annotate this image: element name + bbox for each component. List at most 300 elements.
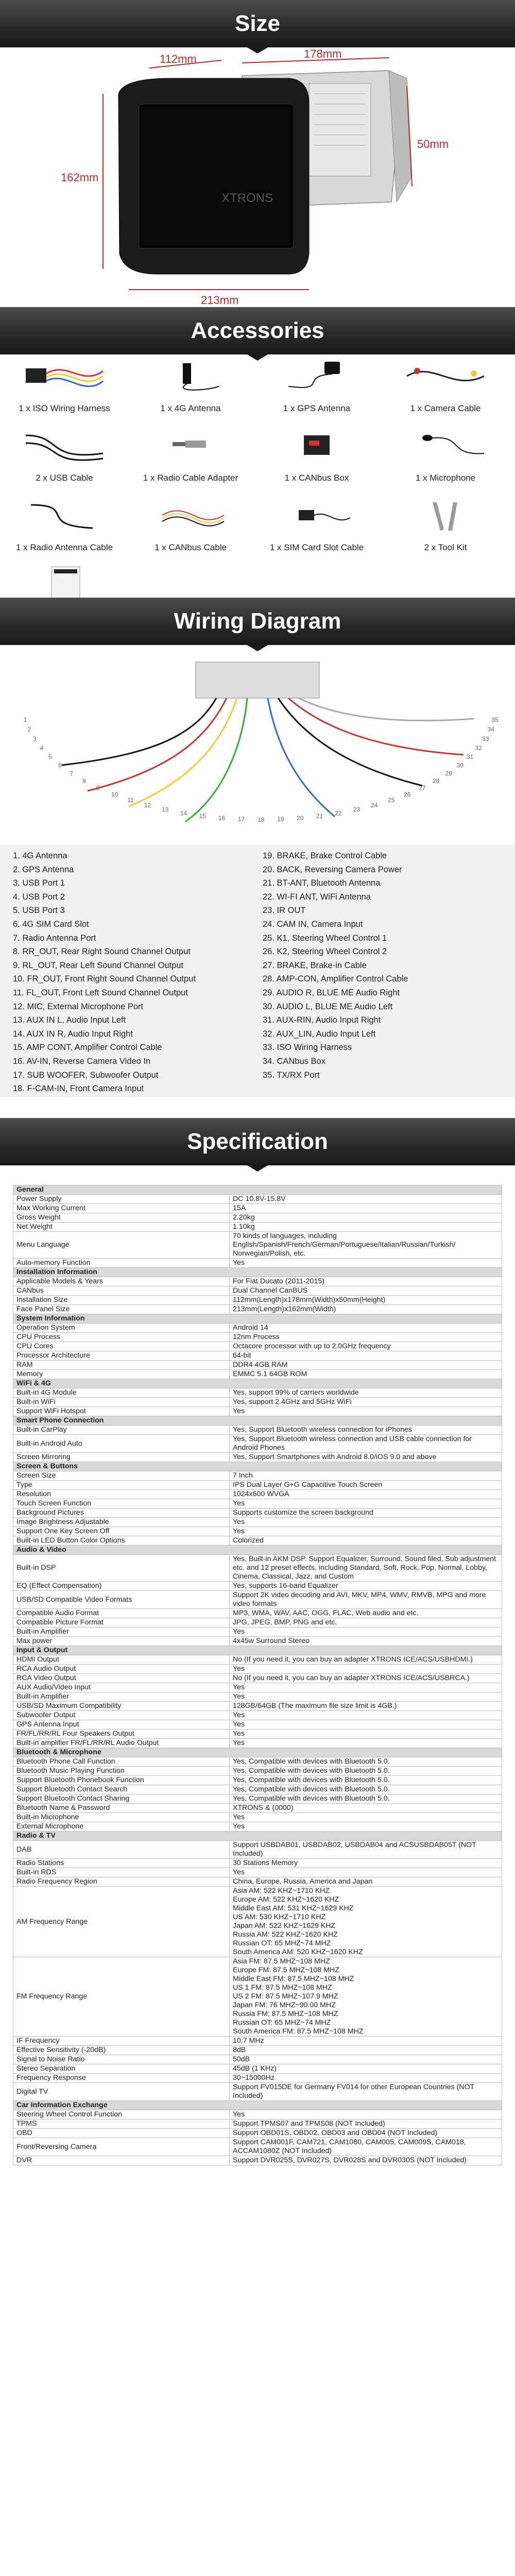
spec-key: Installation Size [13,1296,230,1305]
wiring-banner [0,598,515,645]
accessory-item [5,495,124,553]
wiring-legend-item: 15. AMP CONT, Amplifier Control Cable [13,1043,162,1053]
accessory-label: 1 x CANbus Cable [154,543,227,552]
wiring-number-label: 31 [466,753,474,761]
spec-value: 1.10kg [230,1223,502,1232]
spec-value: 1024x600 WVGA [230,1490,502,1499]
spec-row [13,1426,502,1435]
spec-key: Max Working Current [13,1204,230,1213]
wiring-number-label: 28 [432,777,440,785]
spec-key: Built-in Android Auto [13,1435,230,1453]
spec-table [13,1185,502,2165]
spec-value: Yes, Compatible with devices with Bluetooth 5.0. [230,1794,502,1804]
spec-value: 50dB [230,2055,502,2064]
wiring-number-label: 26 [403,790,411,798]
spec-key: Built-in WiFi [13,1398,230,1407]
spec-section-row [13,1379,502,1388]
spec-key: AUX Audio/Video Input [13,1683,230,1692]
spec-row [13,1868,502,1877]
spec-key: Support Bluetooth Contact Search [13,1785,230,1794]
spec-row [13,1665,502,1674]
spec-value: 12nm Process [230,1333,502,1342]
spec-key: Power Supply [13,1195,230,1204]
spec-value: 213mm(Length)x162mm(Width) [230,1305,502,1314]
spec-key: Built-in 4G Module [13,1388,230,1398]
spec-key: Built-in amplifier FR/FL/RR/RL Audio Output [13,1739,230,1748]
wiring-legend-item: 32. AUX_LIN, Audio Input Left [263,1029,376,1039]
spec-key: Support Bluetooth Contact Sharing [13,1794,230,1804]
wiring-legend-item: 10. FR_OUT, Front Right Sound Channel Output [13,974,196,984]
wiring-number-label: 10 [111,790,118,798]
spec-value: Yes [230,1813,502,1822]
spec-row [13,1435,502,1453]
spec-key: DAB [13,1841,230,1859]
spec-row [13,1351,502,1361]
spec-key: Memory [13,1370,230,1379]
spec-section-row [13,1748,502,1757]
spec-key: Frequency Response [13,2074,230,2083]
spec-value: 45dB (1 KHz) [230,2064,502,2074]
spec-row [13,1822,502,1832]
spec-row [13,2055,502,2064]
spec-value: Yes [230,1665,502,1674]
wiring-legend-item: 4. USB Port 2 [13,892,65,902]
spec-value: Yes [230,1692,502,1702]
spec-value: Yes [230,1628,502,1637]
spec-key: Touch Screen Function [13,1499,230,1509]
wiring-number-label: 1 [23,716,27,723]
spec-row [13,1232,502,1259]
spec-key: Built-in LED Button Color Options [13,1536,230,1546]
wiring-legend-item: 8. RR_OUT, Rear Right Sound Channel Output [13,947,191,957]
usb-cable-icon [15,425,113,466]
wiring-legend-item: 23. IR OUT [263,906,306,916]
spec-row [13,1518,502,1527]
spec-value: For Fiat Ducato (2011-2015) [230,1277,502,1286]
spec-key: Applicable Models & Years [13,1277,230,1286]
radio-adapter-icon [142,425,239,466]
accessory-item [384,495,507,553]
spec-key: Net Weight [13,1223,230,1232]
antenna-4g-icon [142,355,239,397]
spec-key: External Microphone [13,1822,230,1832]
wiring-number-label: 17 [237,816,245,823]
spec-row [13,1407,502,1416]
wiring-legend-item: 17. SUB WOOFER, Subwoofer Output [13,1070,159,1080]
accessory-label: 2 x USB Cable [36,473,93,483]
wiring-number-label: 13 [162,806,169,814]
spec-key: Face Panel Size [13,1305,230,1314]
spec-row [13,1618,502,1628]
spec-section-row [13,2101,502,2110]
spec-value: Yes [230,2110,502,2120]
wiring-legend-item: 29. AUDIO R, BLUE ME Audio Right [263,988,400,997]
spec-key: Radio Stations [13,1859,230,1868]
spec-row [13,1277,502,1286]
wiring-legend-item: 24. CAM IN, Camera Input [263,919,363,929]
spec-value: Yes [230,1868,502,1877]
wiring-number-label: 35 [491,716,499,723]
spec-section-heading: Screen & Buttons [13,1462,502,1471]
spec-key: Built-in CarPlay [13,1426,230,1435]
spec-key: Bluetooth Phone Call Function [13,1757,230,1767]
spec-section-heading: Bluetooth & Microphone [13,1748,502,1757]
tool-kit-icon [397,495,494,536]
spec-section-heading: Audio & Video [13,1546,502,1555]
spec-value: Yes, support 99% of carriers worldwide [230,1388,502,1398]
wiring-diagram [0,652,515,837]
screen-brand: XTRONS [221,191,273,205]
spec-key: Operation System [13,1324,230,1333]
spec-row [13,2046,502,2055]
wiring-illustration [0,652,515,837]
wiring-legend-item: 2. GPS Antenna [13,865,74,874]
spec-row [13,1370,502,1379]
spec-key: USB/SD Compatible Video Formats [13,1591,230,1609]
spec-key: Support WiFi Hotspot [13,1407,230,1416]
spec-value: Yes [230,1259,502,1268]
iso-harness-icon [15,355,113,397]
dim-chassis-height: 50mm [417,138,449,150]
spec-row [13,1305,502,1314]
wiring-legend-item: 14. AUX IN R, Audio Input Right [13,1029,133,1039]
spec-value: 15A [230,1204,502,1213]
wiring-number-label: 4 [40,744,44,752]
wiring-legend-item: 12. MIC, External Microphone Port [13,1002,144,1011]
spec-key: USB/SD Maximum Compatibility [13,1702,230,1711]
spec-section-heading: Car Information Exchange [13,2101,502,2110]
spec-value: Support 2K video decoding and AVI, MKV, MP4, WMV, RMVB, MPG and more video formats [230,1591,502,1609]
spec-value: Support DVR025S, DVR027S, DVR028S and DVR030S (NOT Included) [230,2156,502,2165]
accessory-label: 1 x Radio Antenna Cable [15,543,113,552]
spec-section-row [13,1646,502,1655]
spec-key: RCA Audio Output [13,1665,230,1674]
wiring-number-label: 34 [487,725,495,733]
spec-key: Compatible Picture Format [13,1618,230,1628]
wiring-number-label: 8 [82,777,86,785]
spec-row [13,2129,502,2138]
spec-row [13,1767,502,1776]
spec-row [13,1804,502,1813]
spec-key: Bluetooth Music Playing Function [13,1767,230,1776]
spec-section-heading: Installation Information [13,1268,502,1277]
wiring-number-label: 30 [456,761,464,769]
spec-row [13,1859,502,1868]
spec-value: 30 Stations Memory [230,1859,502,1868]
spec-key: Radio Frequency Region [13,1877,230,1887]
wiring-legend-item: 35. TX/RX Port [263,1070,320,1080]
spec-section-heading: Radio & TV [13,1832,502,1841]
spec-value: Octacore processor with up to 2.0GHz frequency [230,1342,502,1351]
spec-key: TPMS [13,2120,230,2129]
accessory-label: 1 x SIM Card Slot Cable [269,543,364,552]
spec-row [13,1342,502,1351]
spec-key: RAM [13,1361,230,1370]
camera-cable-icon [397,355,494,397]
spec-title: Specification [187,1129,328,1154]
spec-row [13,2064,502,2074]
spec-value: Yes, support 2.4GHz and 5GHz WiFi [230,1398,502,1407]
spec-key: Built-in Amplifier [13,1628,230,1637]
canbus-box-icon [268,425,366,466]
spec-key: GPS Antenna Input [13,1720,230,1730]
dim-depth: 112mm [160,53,197,65]
spec-key: AM Frequency Range [13,1887,230,1957]
radio-antenna-cable-icon [15,495,113,536]
spec-key: Screen Mirroring [13,1453,230,1462]
spec-value: MP3, WMA, WAV, AAC, OGG, FLAC, Web audio and etc. [230,1609,502,1618]
wiring-legend-item: 13. AUX IN L, Audio Input Left [13,1015,126,1025]
spec-key: Built-in DSP [13,1555,230,1582]
spec-row [13,1195,502,1204]
spec-key: Compatible Audio Format [13,1609,230,1618]
wiring-legend-item: 28. AMP-CON, Amplifier Control Cable [263,974,408,984]
microphone-icon [397,425,494,466]
spec-row [13,1333,502,1342]
spec-row [13,1481,502,1490]
spec-value: 7 Inch [230,1471,502,1481]
size-diagram [0,47,515,315]
spec-section-heading: Input & Output [13,1646,502,1655]
spec-section-row [13,1462,502,1471]
spec-key: RCA Video Output [13,1674,230,1683]
spec-value: DDR4 4GB RAM [230,1361,502,1370]
wiring-number-label: 15 [199,812,206,820]
wiring-number-label: 25 [387,796,395,804]
accessory-item [384,355,507,414]
wiring-number-label: 29 [445,770,452,777]
spec-key: EQ (Effect Compensation) [13,1582,230,1591]
spec-row [13,1702,502,1711]
spec-section-heading: System Information [13,1314,502,1324]
wiring-number-label: 14 [180,809,187,817]
wiring-number-label: 21 [316,812,323,820]
wiring-number-label: 12 [144,801,151,809]
spec-value: 64-bit [230,1351,502,1361]
spec-row [13,1957,502,2037]
spec-row [13,2083,502,2101]
spec-value: Yes [230,1720,502,1730]
spec-row [13,1841,502,1859]
sim-slot-cable-icon [268,495,366,536]
spec-row [13,1555,502,1582]
spec-key: CANbus [13,1286,230,1296]
wiring-legend-item: 1. 4G Antenna [13,851,67,860]
wiring-title: Wiring Diagram [174,608,341,634]
spec-key: Auto-memory Function [13,1259,230,1268]
wiring-number-label: 22 [335,809,342,817]
spec-value: Yes, Support Smartphones with Android 8.0/iOS 9.0 and above [230,1453,502,1462]
spec-row [13,1674,502,1683]
spec-key: Menu Language [13,1232,230,1259]
wiring-number-label: 7 [70,770,74,777]
wiring-number-label: 19 [277,816,284,823]
spec-section-row [13,1832,502,1841]
spec-value: China, Europe, Russia, America and Japan [230,1877,502,1887]
spec-key: Steering Wheel Control Function [13,2110,230,2120]
wiring-number-label: 24 [371,801,378,809]
accessory-item [384,425,507,483]
canbus-cable-icon [142,495,239,536]
accessory-item [131,425,250,483]
spec-row [13,1692,502,1702]
spec-row [13,2037,502,2046]
wiring-legend-item: 30. AUDIO L, BLUE ME Audio Left [263,1002,393,1011]
spec-key: Processor Architecture [13,1351,230,1361]
spec-value: Yes, Support Bluetooth wireless connection for iPhones [230,1426,502,1435]
wiring-number-label: 5 [48,753,52,761]
wiring-legend-item: 5. USB Port 3 [13,906,65,916]
spec-row [13,1655,502,1665]
spec-value: 4x45w Surround Stereo [230,1637,502,1646]
spec-key: Built-in RDS [13,1868,230,1877]
spec-row [13,1388,502,1398]
wiring-legend-item: 9. RL_OUT, Rear Left Sound Channel Output [13,960,184,970]
spec-key: Support Bluetooth Phonebook Function [13,1776,230,1785]
wiring-number-label: 16 [218,814,226,822]
spec-value: Asia AM: 522 KHZ~1710 KHZ Europe AM: 522 KHZ~1620 KHZ Middle East AM: 531 KHZ~1629 KHZ US AM: 530 KHZ~1710 KHZ Japan AM: 522 KHZ~1629 KHZ Russia AM: 522 KHZ~1620 KHZ Russian OT: 65 MHZ~74 MHZ South America AM: 520 KHZ~1620 KHZ [230,1887,502,1957]
spec-value: Yes [230,1518,502,1527]
spec-row [13,1499,502,1509]
wiring-number-label: 32 [475,744,482,752]
spec-row [13,1582,502,1591]
spec-row [13,1471,502,1481]
spec-row [13,1683,502,1692]
wiring-legend-item: 21. BT-ANT, Bluetooth Antenna [263,878,381,888]
spec-key: FM Frequency Range [13,1957,230,2037]
spec-row [13,1785,502,1794]
spec-key: Built-in Amplifier [13,1692,230,1702]
spec-value: Support OBD01S, OBD02, OBD03 and OBD04 (NOT Included) [230,2129,502,2138]
spec-section-row [13,1416,502,1426]
wiring-legend-item: 33. ISO Wiring Harness [263,1043,352,1053]
spec-row [13,1536,502,1546]
spec-value: Yes, Built-in AKM DSP. Support Equalizer, Surround, Sound filed, Sub adjustment etc. and 12 preset effects, including Standard, Soft, Rock, Pop, Normal, Lobby, Cinema, Classical, Jazz, and Custom [230,1555,502,1582]
spec-row [13,1398,502,1407]
spec-section-row [13,1546,502,1555]
spec-value: 128GB/64GB (The maximum file size limit is 4GB.) [230,1702,502,1711]
spec-row [13,1637,502,1646]
spec-row [13,1887,502,1957]
spec-value: XTRONS & (0000) [230,1804,502,1813]
accessory-item [258,495,376,553]
accessory-label: 1 x Microphone [415,473,476,483]
spec-key: Support One Key Screen Off [13,1527,230,1536]
wiring-legend-item: 22. WI-FI ANT, WiFi Antenna [263,892,371,902]
spec-value: Yes [230,1822,502,1832]
accessory-label: 1 x Camera Cable [410,403,481,413]
spec-value: Support FV015DE for Germany FV014 for other European Countries (NOT Included) [230,2083,502,2101]
spec-key: Gross Weight [13,1213,230,1223]
wiring-number-label: 27 [419,784,426,792]
spec-key: Signal to Noise Ratio [13,2055,230,2064]
wiring-legend-item: 19. BRAKE, Brake Control Cable [263,851,387,860]
spec-value: Yes, Support Bluetooth wireless connection and USB cable connection for Android Phones [230,1435,502,1453]
spec-value: Yes [230,1711,502,1720]
spec-value: Yes, Compatible with devices with Bluetooth 5.0. [230,1757,502,1767]
accessory-label: 1 x ISO Wiring Harness [19,403,110,413]
spec-value: Yes [230,1730,502,1739]
spec-value: Android 14 [230,1324,502,1333]
wiring-legend-item: 25. K1, Steering Wheel Control 1 [263,933,387,943]
accessory-label: 1 x Radio Cable Adapter [143,473,238,483]
spec-row [13,1711,502,1720]
spec-section-heading: Smart Phone Connection [13,1416,502,1426]
wiring-number-label: 20 [297,814,304,822]
accessory-item [131,355,250,414]
wiring-number-label: 3 [32,735,37,743]
spec-value: Supports customize the screen background [230,1509,502,1518]
spec-row [13,1453,502,1462]
spec-row [13,2074,502,2083]
spec-banner [0,1118,515,1165]
spec-value: 30~15000Hz [230,2074,502,2083]
spec-row [13,1739,502,1748]
spec-row [13,1877,502,1887]
wiring-number-label: 18 [258,816,265,823]
spec-value: JPG, JPEG, BMP, PNG and etc. [230,1618,502,1628]
spec-row [13,2138,502,2156]
wiring-number-label: 11 [127,796,134,804]
spec-value: Colorized [230,1536,502,1546]
spec-row [13,1213,502,1223]
wiring-legend-item: 6. 4G SIM Card Slot [13,919,89,929]
wiring-number-label: 23 [353,806,360,814]
spec-key: Type [13,1481,230,1490]
size-title: Size [234,11,281,36]
spec-value: Yes [230,1407,502,1416]
accessory-label: 2 x Tool Kit [424,543,467,552]
spec-row [13,2156,502,2165]
spec-section-row [13,1314,502,1324]
spec-row [13,1776,502,1785]
spec-value: Yes, Compatible with devices with Bluetooth 5.0. [230,1776,502,1785]
spec-value: 2.20kg [230,1213,502,1223]
spec-key: Max power [13,1637,230,1646]
spec-row [13,2120,502,2129]
spec-key: Image Brightness Adjustable [13,1518,230,1527]
spec-row [13,1757,502,1767]
spec-row [13,1361,502,1370]
spec-value: Asia FM: 87.5 MHZ~108 MHZ Europe FM: 87.5 MHZ~108 MHZ Middle East FM: 87.5 MHZ~108 MHZ US 1 FM: 87.5 MHZ~108 MHZ US 2 FM: 87.5 MHZ~107.9 MHZ Japan FM: 76 MHZ~90.00 MHZ Russia FM: 87.5 MHZ~108 MHZ Russian OT: 65 MHZ~74 MHZ South America FM: 87.5 MHZ~108 MHZ [230,1957,502,2037]
spec-value: Yes, Compatible with devices with Bluetooth 5.0. [230,1767,502,1776]
spec-row [13,1223,502,1232]
spec-value: Yes [230,1499,502,1509]
accessories-banner [0,307,515,354]
wiring-legend-item: 34. CANbus Box [263,1056,325,1066]
spec-value: Support USBDAB01, USBDAB02, USBDAB04 and ACSUSBDAB05T (NOT Included) [230,1841,502,1859]
spec-row [13,1204,502,1213]
spec-section-row [13,1185,502,1195]
spec-key: Digital TV [13,2083,230,2101]
wiring-legend-item: 7. Radio Antenna Port [13,933,96,943]
spec-key: Background Pictures [13,1509,230,1518]
spec-row [13,1628,502,1637]
wiring-number-label: 33 [482,735,489,743]
spec-key: Subwoofer Output [13,1711,230,1720]
spec-key: DVR [13,2156,230,2165]
spec-key: HDMI Output [13,1655,230,1665]
spec-row [13,1591,502,1609]
wiring-legend-item: 11. FL_OUT, Front Left Sound Channel Output [13,988,188,997]
spec-key: Stereo Separation [13,2064,230,2074]
wiring-legend-item: 16. AV-IN, Reverse Camera Video In [13,1056,151,1066]
size-banner [0,0,515,47]
accessory-item [258,355,376,414]
spec-value: Support TPMS07 and TPMS08 (NOT Included) [230,2120,502,2129]
spec-key: Resolution [13,1490,230,1499]
spec-key: Screen Size [13,1471,230,1481]
